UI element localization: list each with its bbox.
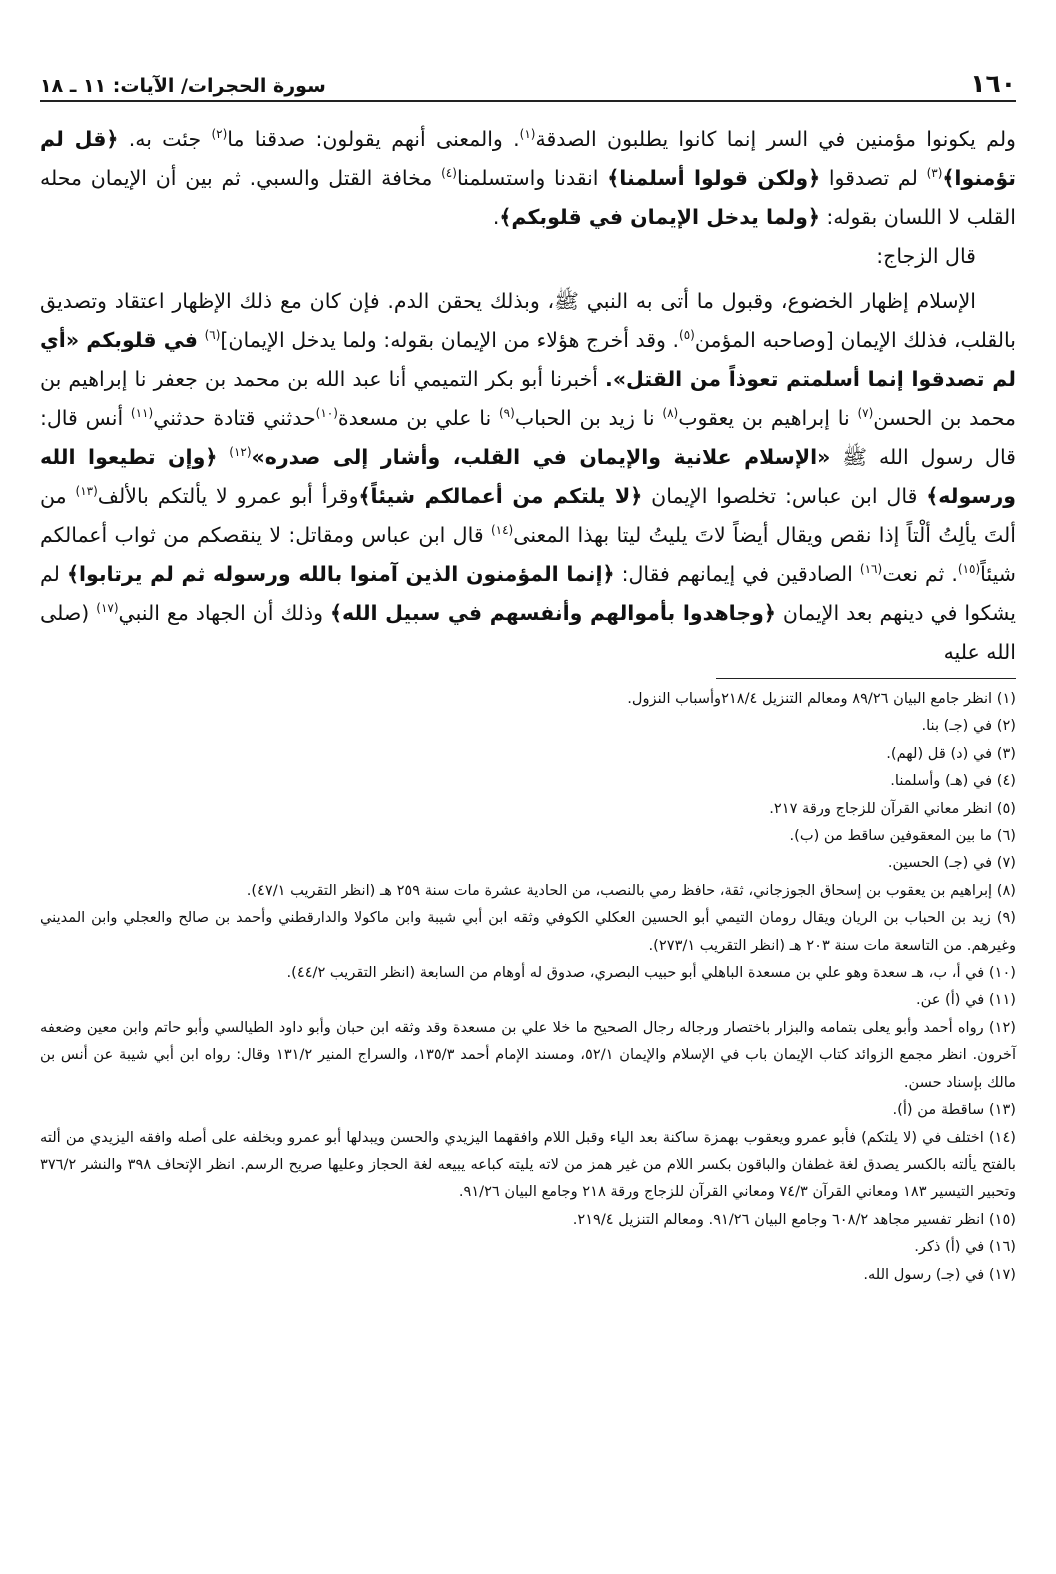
text-run: حدثني قتادة حدثني — [153, 406, 316, 430]
footnote: (١٣) ساقطة من (أ). — [892, 1101, 1016, 1119]
text-run: أخبرنا أبو بكر التميمي أنا عبد الله بن محمد بن جعفر نا إبراهيم بن محمد بن الحسن — [40, 367, 1016, 430]
footnote-ref: (١٧) — [96, 601, 119, 616]
footnote-ref: (١) — [519, 127, 536, 142]
footnote-ref: (٢) — [211, 127, 228, 142]
text-run: . والمعنى أنهم يقولون: صدقنا ما — [227, 127, 520, 151]
footnote: (١٦) في (أ) ذكر. — [914, 1238, 1016, 1256]
footnote-ref: (٤) — [441, 166, 457, 181]
footnote-ref: (١٤) — [490, 523, 514, 538]
footnote-ref: (١٥) — [957, 562, 981, 577]
footnote-ref: (١٠) — [315, 406, 338, 421]
footnote-ref: (٣) — [926, 166, 943, 181]
text-run: . وقد أخرج هؤلاء من الإيمان بقوله: ولما يدخل الإيمان] — [220, 328, 680, 352]
text-run: قال ابن عباس: تخلصوا الإيمان — [651, 484, 918, 508]
quran-quote: ﴿وإن تطيعوا الله ورسوله﴾ — [40, 445, 1016, 508]
text-run: قال ابن عباس ومقاتل: لا ينقصكم من ثواب أعمالكم شيئاً — [40, 523, 1016, 586]
footnote-ref: (١٣) — [75, 484, 98, 499]
footnote-ref: (١٢) — [229, 445, 252, 460]
footnote: (٤) في (هـ) وأسلمنا. — [890, 772, 1016, 790]
footnote: (٦) ما بين المعقوفين ساقط من (ب). — [789, 827, 1016, 845]
text-run: وذلك أن الجهاد مع النبي — [118, 601, 324, 625]
footnotes — [40, 685, 1016, 1288]
quran-quote: ﴿قل لم تؤمنوا﴾ — [40, 127, 1016, 190]
book-page — [40, 56, 1016, 1546]
footnote: (١٢) رواه أحمد وأبو يعلى بتمامه والبزار باختصار ورجاله رجال الصحيح ما خلا علي بن مسعدة وقد وثقه ابن حبان وأبو داود الطيالسي وأبو حاتم وابن معين وضعفه آخرون. انظر مجمع الزوائد كتاب الإيمان باب في الإسلام والإيمان ٥٢/١، ومسند الإمام أحمد ١٣٥/٣، والسراج المنير ١٣١/٢ وقال: رواه ابن أبي شيبة عن أنس بن مالك بإسناد حسن. — [40, 1018, 1016, 1091]
text-run: ولم يكونوا مؤمنين في السر إنما كانوا يطلبون الصدقة — [535, 127, 1016, 151]
footnote: (٩) زيد بن الحباب بن الريان ويقال رومان التيمي أبو الحسين العكلي الكوفي وثقه ابن أبي شيبة وابن ماكولا والدارقطني وأحمد بن صالح والعجلي وابن المديني وغيرهم. من التاسعة مات سنة ٢٠٣ هـ (انظر التقريب ٢٧٣/١). — [40, 909, 1016, 954]
footnote-ref: (٨) — [662, 406, 679, 421]
footnote: (٣) في (د) قل (لهم). — [886, 744, 1016, 762]
text-run: نا إبراهيم بن يعقوب — [678, 406, 850, 430]
quran-quote: ﴿لا يلتكم من أعمالكم شيئاً﴾ — [358, 484, 643, 508]
footnote: (١٥) انظر تفسير مجاهد ٦٠٨/٢ وجامع البيان ٩١/٢٦. ومعالم التنزيل ٢١٩/٤. — [572, 1210, 1016, 1228]
text-run: مخافة القتل والسبي. ثم بين أن الإيمان محله القلب لا اللسان بقوله: — [40, 166, 1016, 229]
footnote: (٨) إبراهيم بن يعقوب بن إسحاق الجوزجاني، ثقة، حافظ رمي بالنصب، من الحادية عشرة مات سنة ٢٥٩ هـ (انظر التقريب ٤٧/١). — [246, 881, 1016, 899]
text-run: أنس قال: قال رسول الله ﷺ — [40, 406, 1016, 469]
footnote: (١٧) في (جـ) رسول الله. — [863, 1265, 1016, 1283]
main-text — [40, 120, 1016, 672]
text-run: من ألتَ يألِتُ ألْتاً إذا نقص ويقال أيضاً لاتَ يليتُ ليتا بهذا المعنى — [40, 484, 1016, 547]
footnote-ref: (١١) — [130, 406, 154, 421]
text-run: الصادقين في إيمانهم فقال: — [621, 562, 853, 586]
quran-quote: ﴿إنما المؤمنون الذين آمنوا بالله ورسوله ثم لم يرتابوا﴾ — [66, 562, 615, 586]
paragraph — [40, 120, 1016, 237]
footnote: (٧) في (جـ) الحسين. — [887, 854, 1016, 872]
text-run: نا زيد بن الحباب — [514, 406, 655, 430]
text-run: (صلى الله عليه — [40, 601, 1016, 664]
chapter-title: سورة الحجرات/ الآيات: ١١ ـ ١٨ — [40, 75, 326, 97]
text-run: الإسلام إظهار الخضوع، وقبول ما أتى به النبي ﷺ، وبذلك يحقن الدم. فإن كان مع ذلك الإظهار اعتقاد وتصديق بالقلب، فذلك الإيمان [وصاحبه المؤمن — [40, 289, 1016, 352]
text-run: لم يشكوا في دينهم بعد الإيمان — [40, 562, 1016, 625]
text-run: وقرأ أبو عمرو لا يألتكم بالألف — [97, 484, 359, 508]
page-number: ١٦٠ — [970, 69, 1016, 98]
footnote-ref: (١٦) — [859, 562, 883, 577]
footnote: (٥) انظر معاني القرآن للزجاج ورقة ٢١٧. — [769, 799, 1016, 817]
paragraph: قال الزجاج: — [876, 244, 976, 268]
text-run: . ثم نعت — [882, 562, 958, 586]
text-run: جئت به. — [128, 127, 202, 151]
running-head — [40, 56, 1016, 102]
footnote: (١) انظر جامع البيان ٨٩/٢٦ ومعالم التنزيل ٢١٨/٤وأسباب النزول. — [627, 690, 1016, 707]
footnote-separator — [716, 678, 1016, 679]
quran-quote: ﴿ولكن قولوا أسلمنا﴾ — [607, 166, 821, 190]
text-run: انقدنا واستسلمنا — [456, 166, 599, 190]
quran-quote: ﴿ولما يدخل الإيمان في قلوبكم﴾ — [499, 205, 820, 229]
text-run: . — [492, 205, 500, 229]
quran-quote: ﴿وجاهدوا بأموالهم وأنفسهم في سبيل الله﴾ — [330, 601, 776, 625]
text-run: نا علي بن مسعدة — [337, 406, 492, 430]
footnote: (١١) في (أ) عن. — [915, 991, 1016, 1009]
paragraph — [40, 282, 1016, 672]
footnote: (١٤) اختلف في (لا يلتكم) فأبو عمرو ويعقوب بهمزة ساكنة بعد الياء وقبل اللام وافقهما اليزيدي والحسن ويبدلها أبو عمرو وبخلفه على أصله وافقه اليزيدي من ألته بالفتح يألته بالكسر يصدق لغة غطفان والباقون بكسر اللام من غير همز من لاته يليته كباعه يبيعه لغة الحجاز وعليها صريح الرسم. انظر الإتحاف ٣٩٨ والنشر ٣٧٦/٢ وتحبير التيسير ١٨٣ ومعاني القرآن ٧٤/٣ ومعاني القرآن للزجاج ورقة ٢١٨ وجامع البيان ٩١/٢٦. — [40, 1128, 1016, 1201]
footnote-ref: (٦) — [204, 328, 221, 343]
quote: في قلوبكم «أي لم تصدقوا إنما أسلمتم تعوذاً من القتل». — [40, 328, 1016, 391]
text-run: لم تصدقوا — [828, 166, 918, 190]
footnote-ref: (٩) — [498, 406, 515, 421]
footnote-ref: (٧) — [857, 406, 874, 421]
footnote: (١٠) في أ، ب، هـ سعدة وهو علي بن مسعدة الباهلي أبو حبيب البصري، صدوق له أوهام من السابعة (انظر التقريب ٤٤/٢). — [286, 964, 1016, 982]
hadith-quote: «الإسلام علانية والإيمان في القلب، وأشار إلى صدره» — [251, 445, 831, 469]
footnote-ref: (٥) — [679, 328, 695, 343]
footnote: (٢) في (جـ) بنا. — [921, 717, 1016, 735]
